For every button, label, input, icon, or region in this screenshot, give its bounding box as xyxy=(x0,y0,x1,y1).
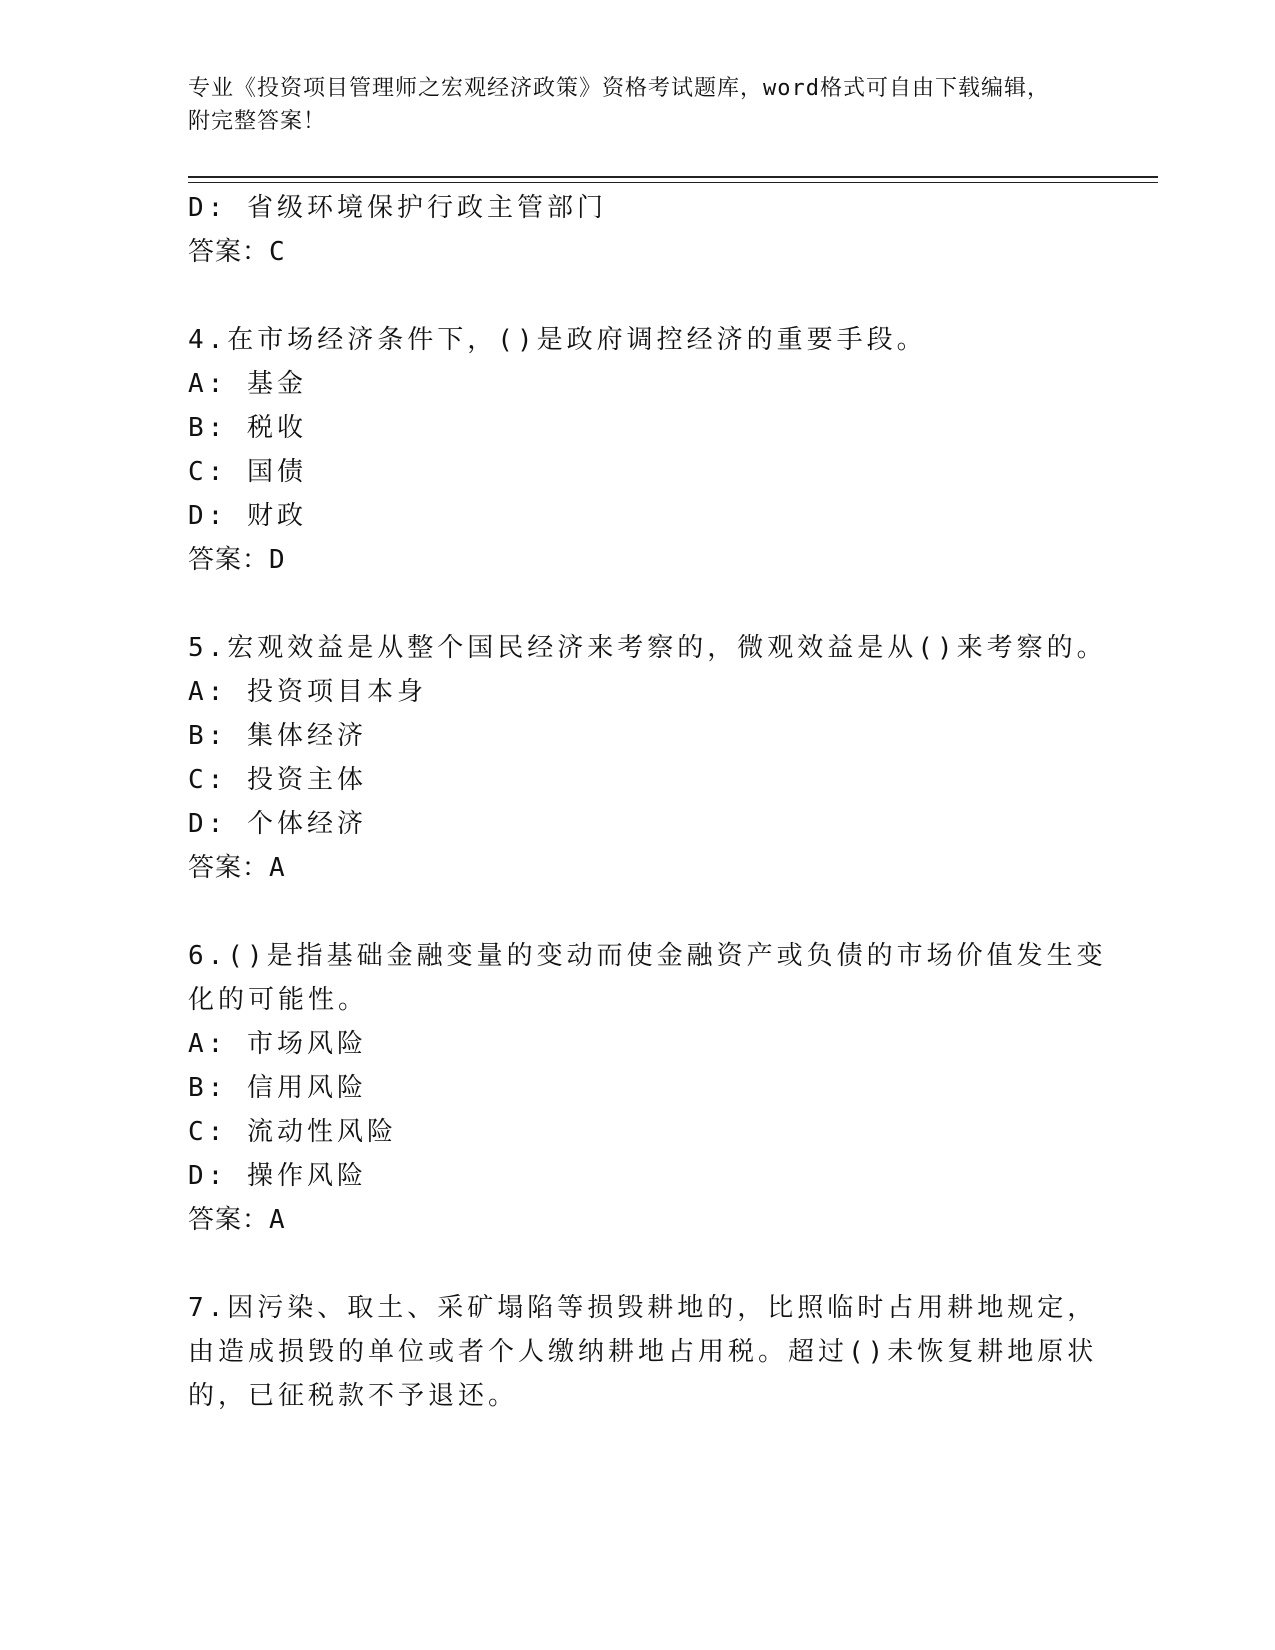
q4-stem: 4.在市场经济条件下，()是政府调控经济的重要手段。 xyxy=(188,325,927,355)
q5-answer xyxy=(188,852,286,884)
q4-option-c: C: 国债 xyxy=(188,457,307,487)
q3-option-d: D: 省级环境保护行政主管部门 xyxy=(188,193,607,223)
q3-answer-label: 答案： xyxy=(188,237,270,267)
q5-stem: 5.宏观效益是从整个国民经济来考察的，微观效益是从()来考察的。 xyxy=(188,633,1107,663)
q4-option-d: D: 财政 xyxy=(188,501,307,531)
q5-option-c: C: 投资主体 xyxy=(188,765,367,795)
q7-stem-line-3: 的，已征税款不予退还。 xyxy=(188,1381,519,1411)
q6-option-d: D: 操作风险 xyxy=(188,1161,367,1191)
q6-answer-value: A xyxy=(269,1205,286,1235)
q4-answer-label: 答案： xyxy=(188,545,270,575)
q4-answer-value: D xyxy=(269,545,286,575)
document-header: 专业《投资项目管理师之宏观经济政策》资格考试题库，word格式可自由下载编辑，附完整答案！ xyxy=(188,76,1050,134)
q6-option-c: C: 流动性风险 xyxy=(188,1117,397,1147)
q6-option-b: B: 信用风险 xyxy=(188,1073,367,1103)
header-divider-thick xyxy=(188,176,1158,178)
q6-stem-line-1: 6.()是指基础金融变量的变动而使金融资产或负债的市场价值发生变 xyxy=(188,941,1107,971)
q6-answer-label: 答案： xyxy=(188,1205,270,1235)
q6-option-a: A: 市场风险 xyxy=(188,1029,367,1059)
q3-answer xyxy=(188,236,286,268)
q6-answer xyxy=(188,1204,286,1236)
q5-option-b: B: 集体经济 xyxy=(188,721,367,751)
q4-answer xyxy=(188,544,286,576)
q5-answer-value: A xyxy=(269,853,286,883)
q4-option-b: B: 税收 xyxy=(188,413,307,443)
q5-answer-label: 答案： xyxy=(188,853,270,883)
q7-stem-line-1: 7.因污染、取土、采矿塌陷等损毁耕地的，比照临时占用耕地规定， xyxy=(188,1293,1098,1323)
q5-option-d: D: 个体经济 xyxy=(188,809,367,839)
q3-answer-value: C xyxy=(269,237,286,267)
q7-stem-line-2: 由造成损毁的单位或者个人缴纳耕地占用税。超过()未恢复耕地原状 xyxy=(188,1337,1098,1367)
q5-option-a: A: 投资项目本身 xyxy=(188,677,427,707)
q6-stem-line-2: 化的可能性。 xyxy=(188,985,369,1015)
q4-option-a: A: 基金 xyxy=(188,369,307,399)
header-divider-thin xyxy=(188,182,1158,183)
